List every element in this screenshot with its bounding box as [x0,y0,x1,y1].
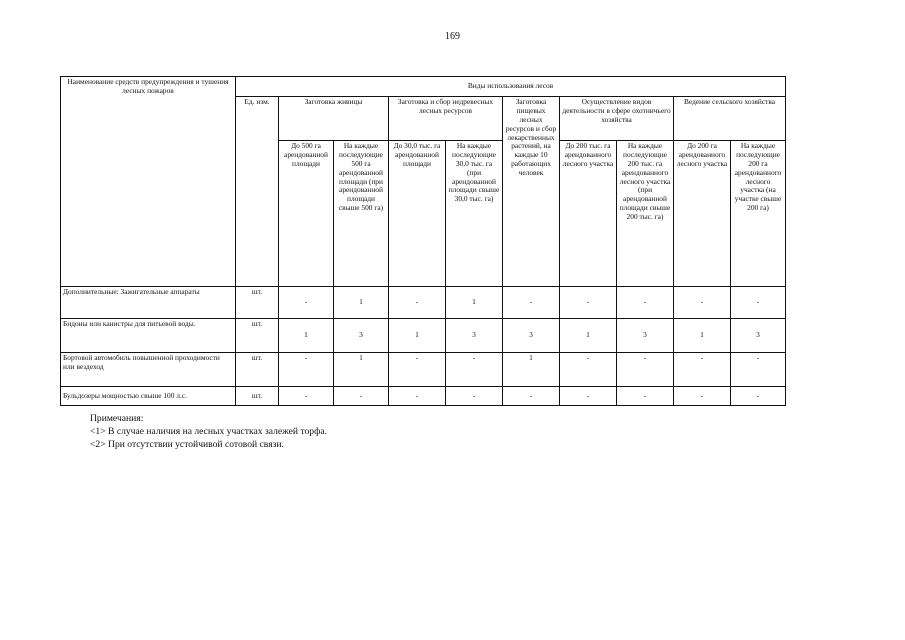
value-cell: - [674,387,731,406]
value-cell: - [279,287,334,319]
value-cell: - [674,287,731,319]
table-row [61,353,786,387]
subheader: До 200 га арендованного лесного участка [674,141,731,287]
usage-types-header: Виды использования лесов [236,77,786,97]
tool-name: Бортовой автомобиль повышенной проходимости или вездеход [61,353,236,387]
tool-name: Дополнительные: Зажигательные аппараты [61,287,236,319]
value-cell: - [389,353,446,387]
value-cell: 1 [446,287,503,319]
value-cell: - [560,387,617,406]
note-item: <1> В случае наличия на лесных участках залежей торфа. [90,425,327,437]
value-cell: - [560,353,617,387]
value-cell: - [389,387,446,406]
subheader: На каждые последующие 200 тыс. га арендованного лесного участка (при арендованной площади свыше 200 тыс. га) [617,141,674,287]
value-cell: 3 [503,319,560,353]
value-cell: - [617,387,674,406]
page-number: 169 [445,31,460,42]
category-header: Заготовка и сбор недревесных лесных ресурсов [389,97,503,141]
table-row [61,319,786,353]
value-cell: - [446,353,503,387]
value-cell: 3 [334,319,389,353]
unit-cell: шт. [236,319,279,353]
value-cell: - [731,387,786,406]
unit-header: Ед. изм. [236,97,279,287]
notes-title: Примечания: [90,413,144,424]
value-cell: - [279,387,334,406]
value-cell: - [674,353,731,387]
value-cell: - [503,387,560,406]
value-cell: - [617,287,674,319]
notes-block [90,413,327,452]
value-cell: - [731,287,786,319]
category-header: Ведение сельского хозяйства [674,97,786,141]
value-cell: 1 [334,353,389,387]
unit-cell: шт. [236,387,279,406]
value-cell: 1 [503,353,560,387]
value-cell: 1 [389,319,446,353]
category-header: Осуществление видов деятельности в сфере охотничьего хозяйства [560,97,674,141]
table-row [61,387,786,406]
value-cell: - [617,353,674,387]
subheader: До 500 га арендованной площади [279,141,334,287]
unit-cell: шт. [236,287,279,319]
subheader: На каждые последующие 500 га арендованной площади (при арендованной площади свыше 500 га) [334,141,389,287]
value-cell: 1 [674,319,731,353]
value-cell: 3 [731,319,786,353]
value-cell: 1 [334,287,389,319]
tool-name: Бульдозеры мощностью свыше 100 л.с. [61,387,236,406]
value-cell: - [334,387,389,406]
value-cell: - [389,287,446,319]
value-cell: - [560,287,617,319]
tool-name-header: Наименование средств предупреждения и тушения лесных пожаров [61,77,236,287]
value-cell: - [503,287,560,319]
category-header: Заготовка живицы [279,97,389,141]
subheader: На каждые последующие 200 га арендованного лесного участка (на участке свыше 200 га) [731,141,786,287]
value-cell: 3 [446,319,503,353]
note-item: <2> При отсутствии устойчивой сотовой связи. [90,438,284,450]
table-row [61,287,786,319]
unit-cell: шт. [236,353,279,387]
value-cell: - [279,353,334,387]
subheader: До 200 тыс. га арендованного лесного участка [560,141,617,287]
value-cell: - [446,387,503,406]
value-cell: 3 [617,319,674,353]
forest-fire-equipment-table [60,76,786,406]
subheader: На каждые последующие 30,0 тыс. га (при арендованной площади свыше 30,0 тыс. га) [446,141,503,287]
category-header: Заготовка пищевых лесных ресурсов и сбор лекарственных растений, на каждые 10 работающих человек [503,97,560,287]
value-cell: 1 [279,319,334,353]
subheader: До 30,0 тыс. га арендованной площади [389,141,446,287]
value-cell: - [731,353,786,387]
value-cell: 1 [560,319,617,353]
tool-name: Бидоны или канистры для питьевой воды. [61,319,236,353]
